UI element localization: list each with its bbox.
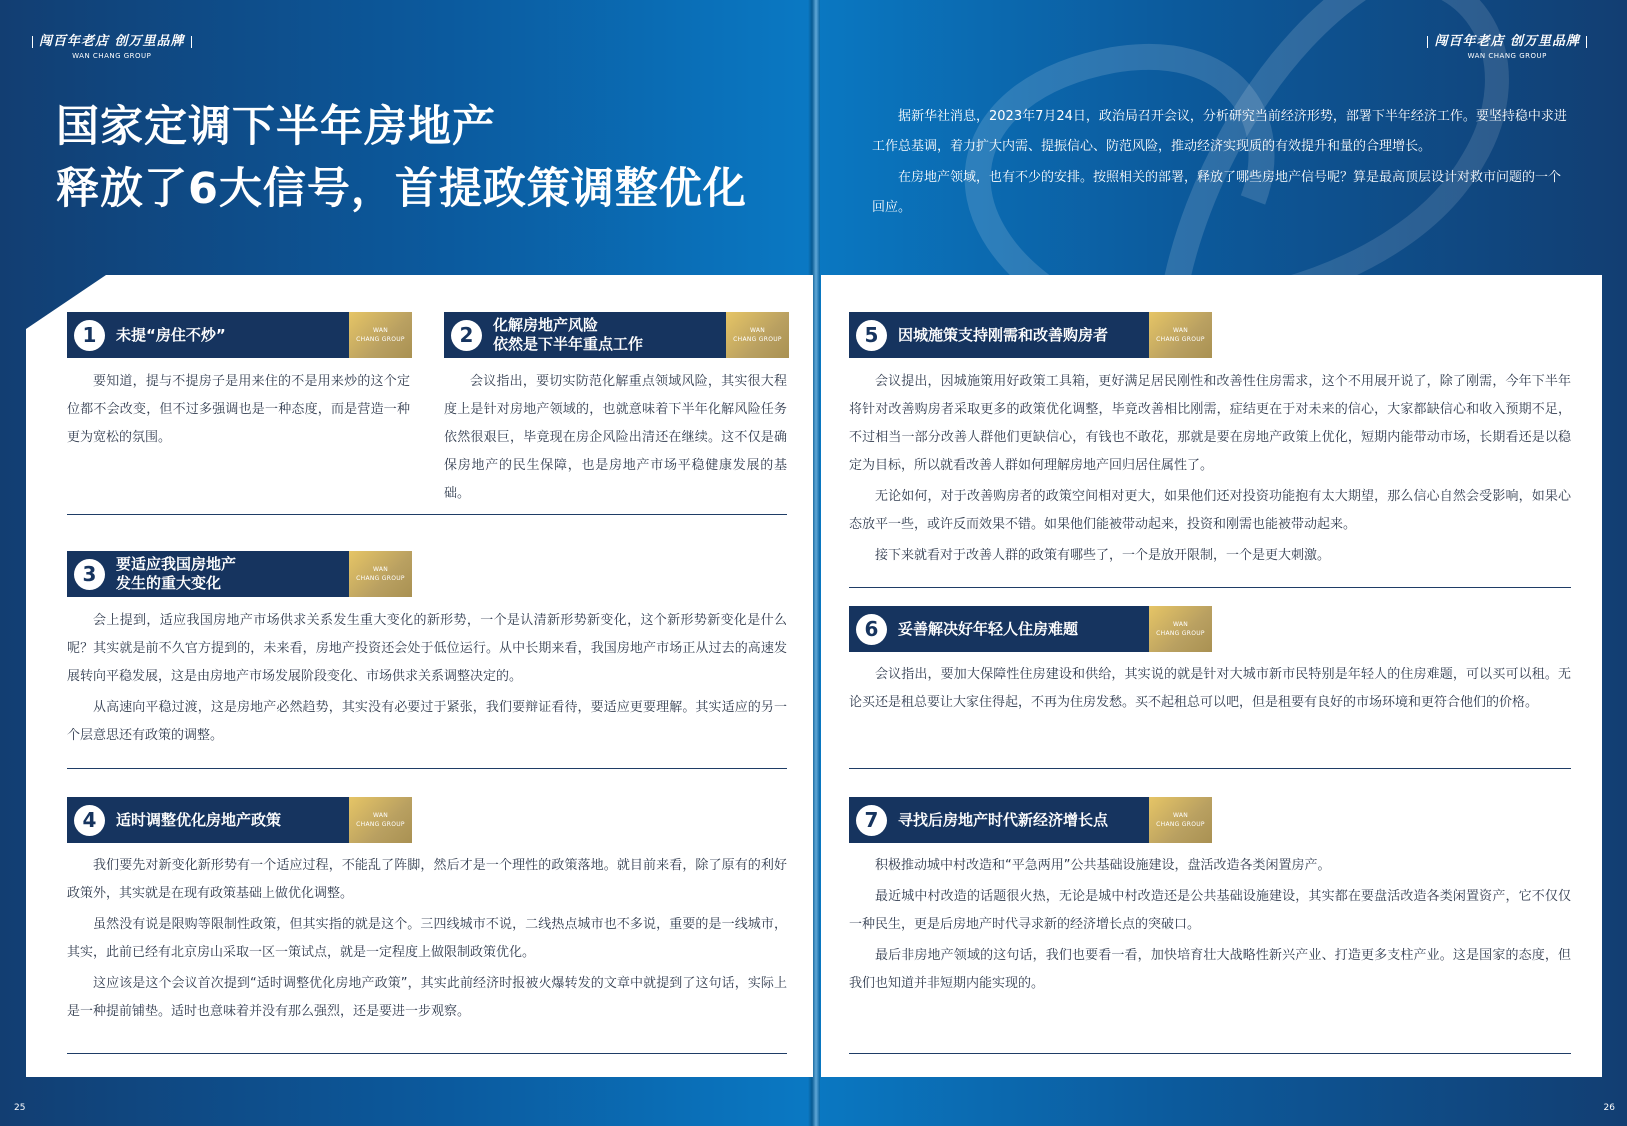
section-number: 4 [74, 805, 105, 836]
paragraph: 会议指出，要切实防范化解重点领域风险，其实很大程度上是针对房地产领域的，也就意味着下半年化解风险任务依然很艰巨，毕竟现在房企风险出清还在继续。这不仅是确保房地产的民生保障，也是房地产市场平稳健康发展的基础。 [444, 374, 787, 501]
section-body-4 [67, 852, 787, 1029]
title-line-1: 国家定调下半年房地产 [56, 102, 496, 152]
section-header-1 [67, 312, 412, 358]
section-number: 6 [856, 614, 887, 645]
paragraph: 从高速向平稳过渡，这是房地产必然趋势，其实没有必要过于紧张，我们要辩证看待，要适应更要理解。其实适应的另一个层意思还有政策的调整。 [67, 700, 787, 743]
brand-slogan: 闯百年老店 创万里品牌 [39, 34, 185, 49]
divider [67, 514, 787, 515]
paragraph: 要知道，提与不提房子是用来住的不是用来炒的这个定位都不会改变，但不过多强调也是一种态度，而是营造一种更为宽松的氛围。 [67, 374, 410, 445]
paragraph: 最近城中村改造的话题很火热，无论是城中村改造还是公共基础设施建设，其实都在要盘活改造各类闲置资产，它不仅仅一种民生，更是后房地产时代寻求新的经济增长点的突破口。 [849, 889, 1571, 932]
paragraph: 我们要先对新变化新形势有一个适应过程，不能乱了阵脚，然后才是一个理性的政策落地。就目前来看，除了原有的利好政策外，其实就是在现有政策基础上做优化调整。 [67, 858, 787, 901]
intro-paragraph: 据新华社消息，2023年7月24日，政治局召开会议，分析研究当前经济形势，部署下半年经济工作。要坚持稳中求进工作总基调，着力扩大内需、提振信心、防范风险，推动经济实现质的有效提升和量的合理增长。 [872, 109, 1567, 154]
paragraph: 接下来就看对于改善人群的政策有哪些了，一个是放开限制，一个是更大刺激。 [875, 548, 1331, 563]
paragraph: 积极推动城中村改造和“平急两用”公共基础设施建设，盘活改造各类闲置房产。 [875, 858, 1331, 873]
section-header-6 [849, 606, 1212, 652]
section-number: 5 [856, 320, 887, 351]
section-header-5 [849, 312, 1212, 358]
brand-tab: WAN CHANG GROUP [1149, 312, 1212, 358]
section-title-line-2: 依然是下半年重点工作 [493, 335, 644, 353]
brand-tab: WAN CHANG GROUP [1149, 797, 1212, 843]
section-title-line-1: 要适应我国房地产 [116, 555, 237, 573]
paragraph: 虽然没有说是限购等限制性政策，但其实指的就是这个。三四线城市不说，二线热点城市也不多说，重要的是一线城市，其实，此前已经有北京房山采取一区一策试点，就是一定程度上做限制政策优化。 [67, 917, 787, 960]
brand-tab: WAN CHANG GROUP [1149, 606, 1212, 652]
paragraph: 会议指出，要加大保障性住房建设和供给，其实说的就是针对大城市新市民特别是年轻人的住房难题，可以买可以租。无论买还是租总要让大家住得起，不再为住房发愁。买不起租总可以吧，但是租要有良好的市场环境和更符合他们的价格。 [849, 667, 1571, 710]
section-title: 妥善解决好年轻人住房难题 [898, 619, 1079, 638]
page-number-right: 26 [1603, 1103, 1615, 1113]
divider [849, 1053, 1571, 1054]
section-number: 2 [451, 320, 482, 351]
section-title-line-1: 化解房地产风险 [493, 316, 599, 334]
section-body-3 [67, 607, 787, 753]
section-body-5 [849, 368, 1571, 573]
section-number: 1 [74, 320, 105, 351]
brand-group-name: WAN CHANG GROUP [1467, 52, 1547, 60]
section-body-6 [849, 661, 1571, 720]
section-title: 因城施策支持刚需和改善购房者 [898, 325, 1109, 344]
section-header-2 [444, 312, 789, 358]
paragraph: 会议提出，因城施策用好政策工具箱，更好满足居民刚性和改善性住房需求，这个不用展开说了，除了刚需，今年下半年将针对改善购房者采取更多的政策优化调整，毕竟改善相比刚需，症结更在于对未来的信心，大家都缺信心和收入预期不足，不过相当一部分改善人群他们更缺信心，有钱也不敢花，那就是要在房地产政策上优化，短期内能带动市场，长期看还是以稳定为目标，所以就看改善人群如何理解房地产回归居住属性了。 [849, 374, 1571, 473]
section-title: 寻找后房地产时代新经济增长点 [898, 810, 1109, 829]
section-header-4 [67, 797, 412, 843]
page-number-left: 25 [14, 1103, 26, 1113]
paragraph: 无论如何，对于改善购房者的政策空间相对更大，如果他们还对投资功能抱有太大期望，那么信心自然会受影响，如果心态放平一些，或许反而效果不错。如果他们能被带动起来，投资和刚需也能被带动起来。 [849, 489, 1571, 532]
section-title: 适时调整优化房地产政策 [116, 810, 282, 829]
section-body-7 [849, 852, 1571, 1001]
section-title-line-2: 发生的重大变化 [116, 574, 222, 592]
section-title: 未提“房住不炒” [116, 325, 226, 344]
section-body-2 [444, 368, 787, 511]
section-header-7 [849, 797, 1212, 843]
divider [849, 587, 1571, 588]
intro-text [872, 102, 1572, 224]
section-number: 3 [74, 559, 105, 590]
brand-tab: WAN CHANG GROUP [349, 797, 412, 843]
title-line-2: 释放了6大信号，首提政策调整优化 [56, 164, 747, 214]
brand-tab: WAN CHANG GROUP [349, 551, 412, 597]
divider [67, 1053, 787, 1054]
brand-slogan: 闯百年老店 创万里品牌 [1434, 34, 1580, 49]
divider [67, 768, 787, 769]
section-number: 7 [856, 805, 887, 836]
page-title [56, 96, 747, 220]
brand-group-name: WAN CHANG GROUP [72, 52, 152, 60]
section-header-3 [67, 551, 412, 597]
divider [849, 768, 1571, 769]
intro-paragraph: 在房地产领域，也有不少的安排。按照相关的部署，释放了哪些房地产信号呢？算是最高顶层设计对救市问题的一个回应。 [872, 170, 1562, 215]
paragraph: 会上提到，适应我国房地产市场供求关系发生重大变化的新形势，一个是认清新形势新变化，这个新形势新变化是什么呢？其实就是前不久官方提到的，未来看，房地产投资还会处于低位运行。从中长期来看，我国房地产市场正从过去的高速发展转向平稳发展，这是由房地产市场发展阶段变化、市场供求关系调整决定的。 [67, 613, 787, 684]
brand-tab: WAN CHANG GROUP [726, 312, 789, 358]
paragraph: 这应该是这个会议首次提到“适时调整优化房地产政策”，其实此前经济时报被火爆转发的文章中就提到了这句话，实际上是一种提前铺垫。适时也意味着并没有那么强烈，还是要进一步观察。 [67, 976, 787, 1019]
section-body-1 [67, 368, 410, 455]
brand-tab: WAN CHANG GROUP [349, 312, 412, 358]
brand-logo-right [1421, 30, 1593, 60]
brand-logo-left [26, 30, 198, 60]
paragraph: 最后非房地产领域的这句话，我们也要看一看，加快培育壮大战略性新兴产业、打造更多支柱产业。这是国家的态度，但我们也知道并非短期内能实现的。 [849, 948, 1571, 991]
